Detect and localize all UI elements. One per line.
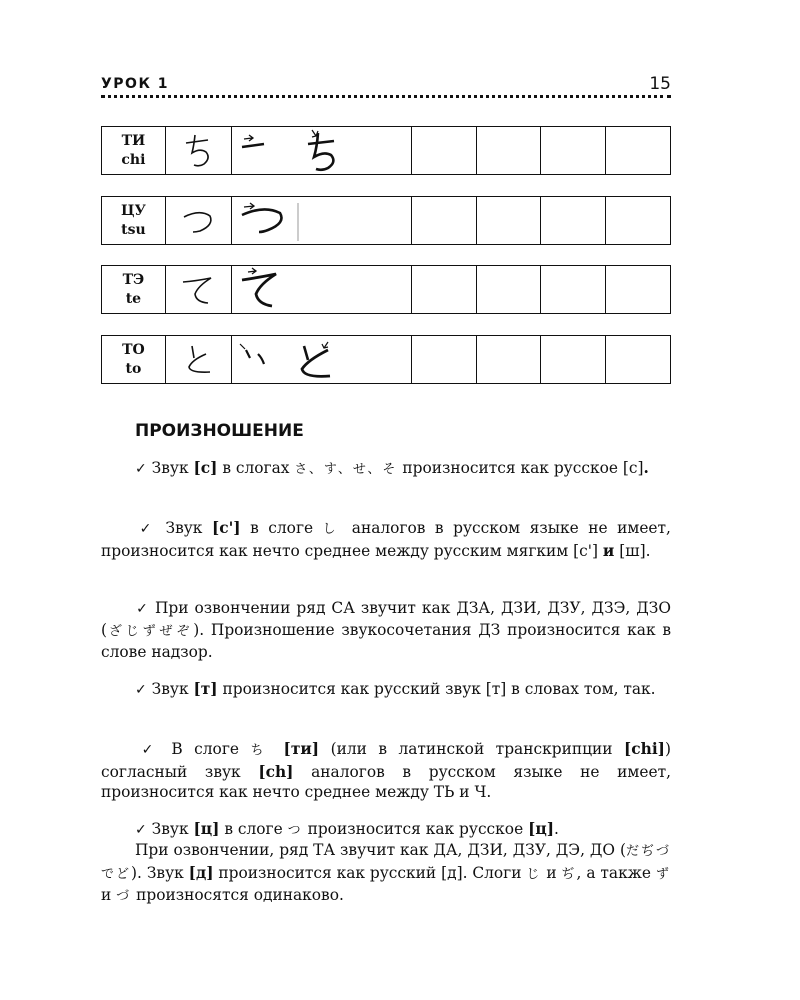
kana-row-to — [101, 335, 671, 384]
kana-label — [102, 197, 166, 244]
chi-stroke-order-icon — [232, 127, 413, 173]
kana-ru: ЦУ — [120, 202, 146, 219]
section-title: ПРОИЗНОШЕНИЕ — [135, 421, 304, 441]
check-icon: ✓ — [135, 461, 147, 477]
te-stroke-order-icon — [232, 266, 413, 312]
paragraph-6: ✓ Звук [ц] в слоге つ произносится как русское [ц]. — [135, 820, 559, 838]
practice-cell — [541, 197, 606, 244]
to-character-icon — [178, 340, 218, 380]
to-stroke-order-icon — [232, 336, 413, 382]
practice-cell — [412, 266, 477, 313]
kana-character-cell — [166, 266, 232, 313]
kana-label — [102, 336, 166, 383]
check-icon: ✓ — [135, 682, 147, 698]
kana-character-cell — [166, 336, 232, 383]
stroke-order-cell — [232, 197, 412, 244]
practice-cell — [412, 197, 477, 244]
practice-cell — [477, 266, 542, 313]
kana-ru: ТЭ — [122, 271, 145, 288]
practice-cell — [412, 127, 477, 174]
practice-cell — [412, 336, 477, 383]
tsu-character-icon — [178, 201, 218, 241]
paragraph-3: ✓ При озвончении ряд СА звучит как ДЗА, ДЗИ, ДЗУ, ДЗЭ, ДЗО (ざじずぜぞ). Произношение звукосочетания ДЗ произносится как в слове надзор. — [101, 599, 671, 661]
check-icon: ✓ — [135, 601, 149, 617]
practice-cell — [477, 336, 542, 383]
paragraph-7: При озвончении, ряд ТА звучит как ДА, ДЗИ, ДЗУ, ДЭ, ДО (だぢづでど). Звук [д] произносится как русский [д]. Слоги じ и ぢ, а также ず и づ произносятся одинаково. — [101, 841, 671, 904]
check-icon: ✓ — [135, 822, 147, 838]
kana-character-cell — [166, 127, 232, 174]
kana-romaji: te — [125, 290, 142, 307]
kana-character-cell — [166, 197, 232, 244]
paragraph-2: ✓ Звук [с'] в слоге し аналогов в русском языке не имеет, произносится как нечто среднее между русским мягким [с'] и [ш]. — [101, 519, 671, 560]
chi-character-icon — [178, 131, 218, 171]
paragraph-5: ✓ В слоге ち [ти] (или в латинской транскрипции [chi]) согласный звук [ch] аналогов в русском языке не имеет, произносится как нечто среднее между ТЬ и Ч. — [101, 740, 671, 801]
practice-cell — [606, 197, 670, 244]
kana-romaji: to — [125, 360, 142, 377]
practice-cell — [606, 336, 670, 383]
kana-romaji: chi — [121, 151, 146, 168]
practice-cell — [606, 266, 670, 313]
page-header — [101, 76, 671, 96]
dotted-divider — [101, 95, 671, 98]
practice-cell — [606, 127, 670, 174]
practice-cell — [541, 266, 606, 313]
kana-ru: ТИ — [121, 132, 146, 149]
paragraph-1: ✓ Звук [с] в слогах さ、す、せ、そ произносится как русское [с]. — [135, 459, 649, 477]
stroke-order-cell — [232, 127, 412, 174]
tsu-stroke-order-icon — [232, 197, 413, 243]
paragraph-4: ✓ Звук [т] произносится как русский звук [т] в словах том, так. — [135, 680, 656, 698]
practice-cell — [541, 127, 606, 174]
kana-row-chi — [101, 126, 671, 175]
kana-romaji: tsu — [121, 221, 146, 238]
stroke-order-cell — [232, 266, 412, 313]
lesson-title: УРОК 1 — [101, 76, 170, 92]
te-character-icon — [178, 270, 218, 310]
check-icon: ✓ — [135, 521, 156, 537]
kana-row-tsu — [101, 196, 671, 245]
kana-ru: ТО — [122, 341, 145, 358]
kana-label — [102, 266, 166, 313]
check-icon: ✓ — [135, 742, 160, 758]
practice-cell — [477, 127, 542, 174]
stroke-order-cell — [232, 336, 412, 383]
page-number: 15 — [649, 74, 671, 94]
practice-cell — [477, 197, 542, 244]
practice-cell — [541, 336, 606, 383]
kana-label — [102, 127, 166, 174]
kana-row-te — [101, 265, 671, 314]
